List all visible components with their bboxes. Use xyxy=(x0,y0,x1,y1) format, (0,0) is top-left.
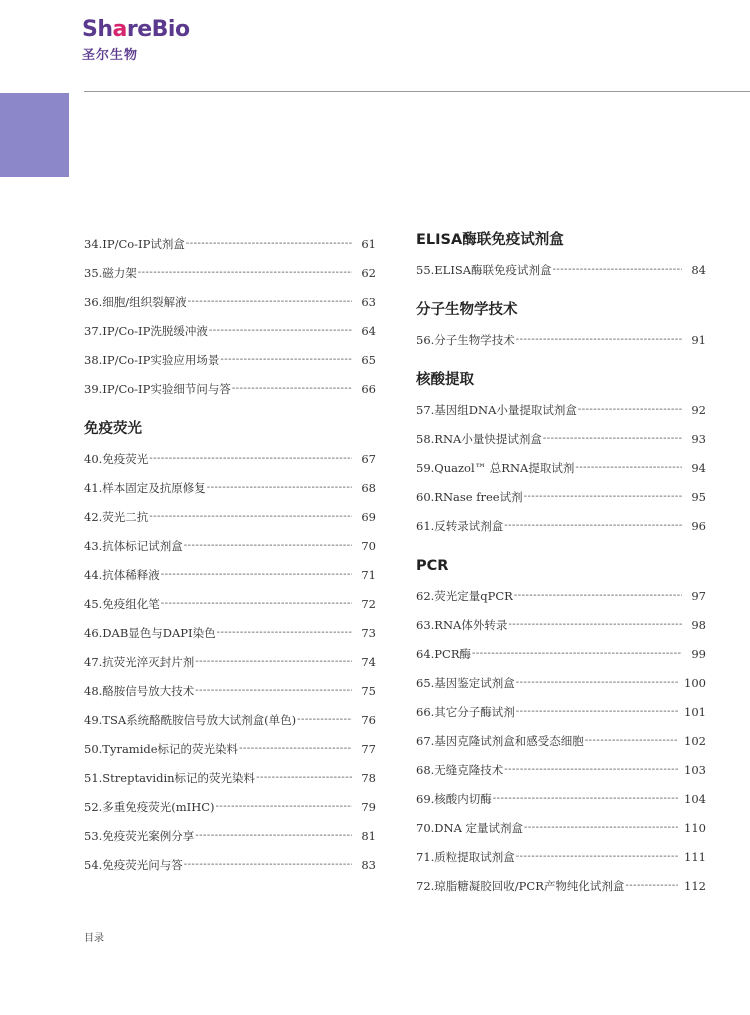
toc-entry-page-number: 110 xyxy=(684,820,706,835)
toc-leader-dashes xyxy=(575,462,682,473)
toc-entry-title: 36.细胞/组织裂解液 xyxy=(84,294,187,309)
toc-leader-dashes xyxy=(195,685,352,696)
toc-entry[interactable] xyxy=(84,444,376,473)
toc-entry-title: 63.RNA体外转录 xyxy=(416,617,508,632)
toc-leader-dashes xyxy=(149,453,352,464)
toc-entry[interactable] xyxy=(416,482,706,511)
toc-leader-dashes xyxy=(516,706,678,717)
toc-entry[interactable] xyxy=(416,395,706,424)
toc-entry-page-number: 62 xyxy=(361,265,376,280)
toc-left-column xyxy=(84,229,376,879)
section-heading-immunofluorescence: 免疫荧光 xyxy=(84,421,142,437)
toc-entry-page-number: 100 xyxy=(684,675,706,690)
toc-entry[interactable] xyxy=(416,668,706,697)
toc-entry-title: 49.TSA系统酪酰胺信号放大试剂盒(单色) xyxy=(84,712,297,727)
toc-leader-dashes xyxy=(256,772,352,783)
toc-entry-page-number: 77 xyxy=(361,741,376,756)
toc-entry-page-number: 91 xyxy=(691,332,706,347)
toc-group-immunofluorescence xyxy=(84,444,376,879)
toc-leader-dashes xyxy=(516,677,678,688)
toc-entry[interactable] xyxy=(416,453,706,482)
section-heading: PCR xyxy=(416,558,449,574)
toc-entry-page-number: 101 xyxy=(684,704,706,719)
toc-leader-dashes xyxy=(195,830,352,841)
toc-leader-dashes xyxy=(516,334,682,345)
toc-leader-dashes xyxy=(524,822,678,833)
toc-leader-dashes xyxy=(232,383,352,394)
toc-leader-dashes xyxy=(297,714,352,725)
logo-wordmark-part3: reBio xyxy=(126,17,190,42)
toc-entry[interactable] xyxy=(416,424,706,453)
toc-leader-dashes xyxy=(217,627,352,638)
toc-leader-dashes xyxy=(625,880,678,891)
toc-leader-dashes xyxy=(184,540,352,551)
toc-entry[interactable] xyxy=(84,589,376,618)
header-divider xyxy=(84,91,750,92)
toc-entry-page-number: 103 xyxy=(684,762,706,777)
toc-entry-title: 58.RNA小量快提试剂盒 xyxy=(416,431,542,446)
toc-entry-page-number: 81 xyxy=(361,828,376,843)
toc-leader-dashes xyxy=(504,764,678,775)
toc-leader-dashes xyxy=(578,404,682,415)
toc-entry-title: 72.琼脂糖凝胶回收/PCR产物纯化试剂盒 xyxy=(416,878,625,893)
toc-entry-title: 43.抗体标记试剂盒 xyxy=(84,538,183,553)
toc-entry-title: 53.免疫荧光案例分享 xyxy=(84,828,195,843)
toc-entry-title: 41.样本固定及抗原修复 xyxy=(84,480,206,495)
toc-entry-page-number: 92 xyxy=(691,402,706,417)
toc-entry[interactable] xyxy=(84,374,376,403)
toc-entry[interactable] xyxy=(416,255,706,284)
toc-entry-page-number: 83 xyxy=(361,857,376,872)
toc-entry-title: 68.无缝克隆技术 xyxy=(416,762,504,777)
toc-leader-dashes xyxy=(138,267,352,278)
section-heading: ELISA酶联免疫试剂盒 xyxy=(416,232,564,248)
toc-entry-page-number: 74 xyxy=(361,654,376,669)
logo-wordmark-part1: Sh xyxy=(82,17,113,42)
toc-entry-title: 48.酪胺信号放大技术 xyxy=(84,683,195,698)
toc-entry[interactable] xyxy=(416,755,706,784)
toc-leader-dashes xyxy=(209,325,352,336)
toc-leader-dashes xyxy=(508,619,682,630)
toc-entry-page-number: 70 xyxy=(361,538,376,553)
toc-entry-page-number: 66 xyxy=(361,381,376,396)
toc-entry-title: 71.质粒提取试剂盒 xyxy=(416,849,515,864)
toc-entry-title: 70.DNA 定量试剂盒 xyxy=(416,820,524,835)
toc-entry-title: 38.IP/Co-IP实验应用场景 xyxy=(84,352,220,367)
toc-entry-page-number: 98 xyxy=(691,617,706,632)
toc-entry[interactable] xyxy=(84,316,376,345)
toc-entry[interactable] xyxy=(84,473,376,502)
toc-entry-title: 37.IP/Co-IP洗脱缓冲液 xyxy=(84,323,208,338)
toc-entry[interactable] xyxy=(416,842,706,871)
toc-entry[interactable] xyxy=(416,871,706,900)
toc-entry-page-number: 99 xyxy=(691,646,706,661)
toc-entry-page-number: 96 xyxy=(691,518,706,533)
toc-entry[interactable] xyxy=(84,676,376,705)
toc-entry[interactable] xyxy=(84,258,376,287)
toc-leader-dashes xyxy=(493,793,678,804)
toc-entry[interactable] xyxy=(416,325,706,354)
toc-leader-dashes xyxy=(188,296,352,307)
toc-entry-title: 64.PCR酶 xyxy=(416,646,471,661)
toc-entry-title: 67.基因克隆试剂盒和感受态细胞 xyxy=(416,733,584,748)
toc-entry-page-number: 64 xyxy=(361,323,376,338)
toc-entry-page-number: 63 xyxy=(361,294,376,309)
toc-leader-dashes xyxy=(553,264,682,275)
logo-wordmark xyxy=(82,18,212,42)
toc-entry-page-number: 111 xyxy=(684,849,706,864)
toc-leader-dashes xyxy=(207,482,352,493)
toc-entry[interactable] xyxy=(84,531,376,560)
toc-entry-page-number: 97 xyxy=(691,588,706,603)
toc-entry-title: 56.分子生物学技术 xyxy=(416,332,515,347)
toc-entry-title: 45.免疫组化笔 xyxy=(84,596,160,611)
section-heading: 核酸提取 xyxy=(416,372,474,388)
toc-entry[interactable] xyxy=(416,639,706,668)
toc-leader-dashes xyxy=(543,433,682,444)
toc-entry-title: 39.IP/Co-IP实验细节问与答 xyxy=(84,381,231,396)
toc-entry-title: 50.Tyramide标记的荧光染料 xyxy=(84,741,239,756)
toc-entry-title: 42.荧光二抗 xyxy=(84,509,149,524)
toc-entry-page-number: 76 xyxy=(361,712,376,727)
section-heading: 分子生物学技术 xyxy=(416,302,518,318)
toc-leader-dashes xyxy=(184,859,352,870)
toc-entry-page-number: 61 xyxy=(361,236,376,251)
toc-entry[interactable] xyxy=(416,813,706,842)
side-color-block xyxy=(0,93,69,177)
toc-entry-page-number: 93 xyxy=(691,431,706,446)
toc-leader-dashes xyxy=(216,801,352,812)
toc-entry-page-number: 75 xyxy=(361,683,376,698)
toc-entry-title: 44.抗体稀释液 xyxy=(84,567,160,582)
toc-entry-title: 35.磁力架 xyxy=(84,265,137,280)
toc-entry-title: 59.Quazol™ 总RNA提取试剂 xyxy=(416,460,575,475)
toc-entry-page-number: 78 xyxy=(361,770,376,785)
toc-entry-title: 51.Streptavidin标记的荧光染料 xyxy=(84,770,256,785)
toc-entry-page-number: 65 xyxy=(361,352,376,367)
toc-leader-dashes xyxy=(220,354,352,365)
toc-entry-title: 69.核酸内切酶 xyxy=(416,791,492,806)
toc-entry[interactable] xyxy=(416,581,706,610)
toc-leader-dashes xyxy=(472,648,682,659)
logo-subtitle: 圣尔生物 xyxy=(82,48,139,63)
toc-entry[interactable] xyxy=(416,511,706,540)
toc-entry[interactable] xyxy=(416,610,706,639)
toc-entry-title: 65.基因鉴定试剂盒 xyxy=(416,675,515,690)
toc-entry[interactable] xyxy=(416,784,706,813)
sharebio-logo xyxy=(82,18,212,68)
toc-entry[interactable] xyxy=(416,726,706,755)
toc-entry-title: 60.RNase free试剂 xyxy=(416,489,523,504)
toc-entry[interactable] xyxy=(84,502,376,531)
toc-entry[interactable] xyxy=(84,345,376,374)
toc-group-ip xyxy=(84,229,376,403)
toc-leader-dashes xyxy=(195,656,352,667)
toc-entry-title: 55.ELISA酶联免疫试剂盒 xyxy=(416,262,552,277)
logo-wordmark-part2: a xyxy=(112,17,127,42)
toc-entry-page-number: 69 xyxy=(361,509,376,524)
toc-entry[interactable] xyxy=(84,647,376,676)
toc-leader-dashes xyxy=(239,743,352,754)
toc-entry-page-number: 71 xyxy=(361,567,376,582)
toc-leader-dashes xyxy=(516,851,678,862)
toc-entry-title: 57.基因组DNA小量提取试剂盒 xyxy=(416,402,577,417)
toc-entry-title: 52.多重免疫荧光(mIHC) xyxy=(84,799,215,814)
toc-entry-page-number: 84 xyxy=(691,262,706,277)
toc-entry[interactable] xyxy=(416,697,706,726)
toc-entry[interactable] xyxy=(84,618,376,647)
toc-entry[interactable] xyxy=(84,229,376,258)
toc-entry-page-number: 112 xyxy=(684,878,706,893)
toc-leader-dashes xyxy=(585,735,678,746)
toc-leader-dashes xyxy=(161,569,352,580)
toc-leader-dashes xyxy=(504,520,682,531)
toc-entry-page-number: 68 xyxy=(361,480,376,495)
toc-entry-title: 47.抗荧光淬灭封片剂 xyxy=(84,654,195,669)
toc-entry[interactable] xyxy=(84,850,376,879)
toc-entry[interactable] xyxy=(84,734,376,763)
toc-entry[interactable] xyxy=(84,763,376,792)
toc-entry-page-number: 102 xyxy=(684,733,706,748)
toc-entry-page-number: 94 xyxy=(691,460,706,475)
toc-entry-title: 54.免疫荧光问与答 xyxy=(84,857,183,872)
toc-entry-page-number: 95 xyxy=(691,489,706,504)
toc-entry-title: 46.DAB显色与DAPI染色 xyxy=(84,625,216,640)
toc-entry[interactable] xyxy=(84,821,376,850)
toc-entry-page-number: 67 xyxy=(361,451,376,466)
toc-leader-dashes xyxy=(514,590,682,601)
toc-entry-title: 34.IP/Co-IP试剂盒 xyxy=(84,236,185,251)
toc-entry[interactable] xyxy=(84,560,376,589)
toc-entry[interactable] xyxy=(84,287,376,316)
toc-leader-dashes xyxy=(186,238,352,249)
toc-entry-title: 62.荧光定量qPCR xyxy=(416,588,513,603)
toc-right-column xyxy=(416,229,706,900)
toc-entry-page-number: 104 xyxy=(684,791,706,806)
toc-entry[interactable] xyxy=(84,705,376,734)
toc-entry-title: 40.免疫荧光 xyxy=(84,451,149,466)
toc-entry-page-number: 79 xyxy=(361,799,376,814)
toc-leader-dashes xyxy=(524,491,682,502)
toc-entry-page-number: 73 xyxy=(361,625,376,640)
toc-entry-page-number: 72 xyxy=(361,596,376,611)
toc-entry[interactable] xyxy=(84,792,376,821)
toc-leader-dashes xyxy=(161,598,352,609)
toc-entry-title: 66.其它分子酶试剂 xyxy=(416,704,515,719)
toc-entry-title: 61.反转录试剂盒 xyxy=(416,518,504,533)
footer-label: 目录 xyxy=(84,933,104,944)
toc-right-sections xyxy=(416,226,706,900)
toc-leader-dashes xyxy=(149,511,352,522)
